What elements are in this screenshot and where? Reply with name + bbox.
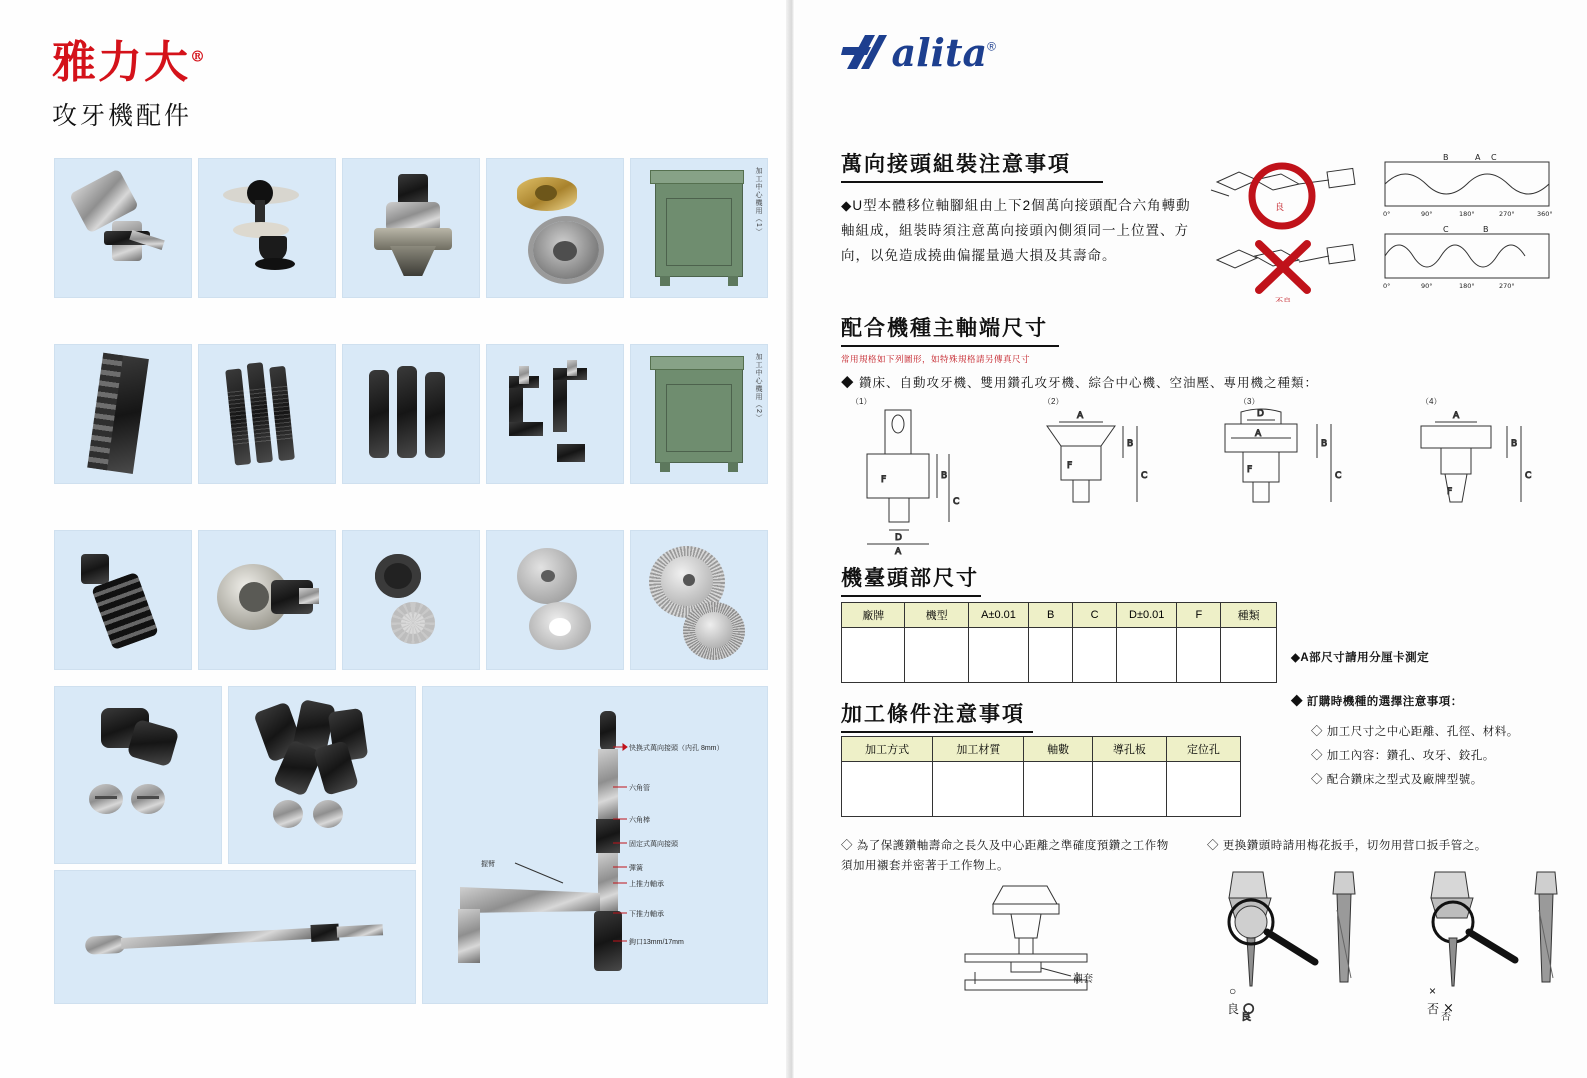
svg-text:360°: 360° (1537, 210, 1553, 218)
photo-cell-gear-rack (54, 344, 192, 484)
td-brand[interactable] (842, 628, 905, 683)
photo-cell-black-shafts (342, 344, 480, 484)
section-machining-conditions (841, 698, 1033, 733)
photo-cell-tapping-arm-assembly (422, 686, 768, 1004)
table-row-2[interactable] (842, 762, 1241, 817)
th-b: B (1029, 603, 1073, 628)
td-material[interactable] (933, 762, 1024, 817)
bad-label: 否 (1427, 1002, 1440, 1016)
td-type[interactable] (1221, 628, 1277, 683)
photo-cell-brass-worm-gear (486, 158, 624, 298)
good-label: 良 (1227, 1002, 1240, 1016)
bottom-note-right: ◇ 更換鑽頭時請用梅花扳手，切勿用营口扳手管之。 (1207, 840, 1487, 852)
photo-cell-spindle-coupling (54, 158, 192, 298)
svg-text:○: ○ (1243, 1001, 1255, 1016)
td-f[interactable] (1177, 628, 1221, 683)
td-guide-plate[interactable] (1092, 762, 1166, 817)
th-d: D±0.01 (1117, 603, 1177, 628)
brand-logo-en (841, 30, 996, 75)
td-locating-hole[interactable] (1166, 762, 1240, 817)
callout-4: 固定式萬向接頭 (629, 841, 678, 848)
td-a[interactable] (968, 628, 1028, 683)
cabinet-image (631, 159, 767, 297)
table-header-row (842, 603, 1277, 628)
callout-7: 下推力軸承 (629, 911, 664, 918)
svg-text:180°: 180° (1459, 282, 1475, 290)
photo-cell-tapping-machine-cabinet-2 (630, 344, 768, 484)
callout-lines (423, 687, 767, 1003)
photo-cell-needle-file-set (198, 344, 336, 484)
brand-logo-text: 雅力大 (52, 37, 190, 88)
svg-text:F: F (1447, 487, 1453, 497)
registered-mark: ® (190, 47, 207, 66)
universal-joint-group-image (229, 687, 415, 863)
spindle-head-image (343, 159, 479, 297)
saw-blade-image (487, 531, 623, 669)
td-axes[interactable] (1024, 762, 1092, 817)
diagram-label-3: （3） (1239, 397, 1260, 406)
td-method[interactable] (842, 762, 933, 817)
section-title-4: 加工條件注意事項 (841, 702, 1025, 726)
th-f: F (1177, 603, 1221, 628)
dimension-diagram-svg (851, 408, 1551, 556)
callout-5: 彈簧 (629, 865, 643, 872)
section-title-3: 機臺頭部尺寸 (841, 566, 979, 590)
photo-cell-tapping-machine-cabinet (630, 158, 768, 298)
callout-9: 握臂 (481, 861, 495, 868)
svg-text:B: B (1443, 153, 1449, 162)
universal-joint-image (55, 687, 221, 863)
svg-text:A: A (895, 547, 902, 556)
cabinet-body (655, 179, 743, 277)
th-c: C (1073, 603, 1117, 628)
svg-text:B: B (941, 471, 948, 481)
diagram-label-1: （1） (851, 397, 872, 406)
photo-cell-clamp-brackets (486, 344, 624, 484)
th-brand: 廠牌 (842, 603, 905, 628)
side-note-a-dimension: ◆A部尺寸請用分厘卡測定 (1291, 652, 1430, 664)
photo-cell-universal-joint-pair (54, 686, 222, 864)
lock-nut-image (343, 531, 479, 669)
machining-conditions-table (841, 736, 1241, 817)
side-note-3: ◇ 配合鑽床之型式及廠牌型號。 (1311, 774, 1483, 786)
needle-file-image (199, 345, 335, 483)
long-shaft-image (55, 871, 415, 1003)
machine-head-table (841, 602, 1277, 683)
page-title: 攻牙機配件 (52, 101, 193, 130)
bushing-diagram (945, 872, 1155, 1012)
svg-text:A: A (1077, 411, 1084, 421)
side-note-2: ◇ 加工內容：鑽孔、攻牙、鉸孔。 (1311, 750, 1495, 762)
th-a: A±0.01 (968, 603, 1028, 628)
td-c[interactable] (1073, 628, 1117, 683)
photo-cell-worm-screw (54, 530, 192, 670)
svg-text:B: B (1127, 439, 1134, 449)
callout-6: 上推力軸承 (629, 881, 664, 888)
photo-cell-spindle-head (342, 158, 480, 298)
svg-text:F: F (1067, 461, 1073, 471)
bottom-note-left: ◇ 為了保護鑽軸壽命之長久及中心距離之準確度預鑽之工作物須加用襯套并密著于工作物上。 (841, 840, 1169, 872)
svg-text:A: A (1453, 411, 1460, 421)
section-body: ◆U型本體移位軸腳組由上下2個萬向接頭配合六角轉動軸組成，組裝時須注意萬向接頭內側須同一上位置、方向，以免造成撓曲偏擺量過大損及其壽命。 (841, 198, 1191, 263)
bad-mark: × (1429, 984, 1437, 998)
svg-text:良: 良 (1275, 203, 1285, 213)
svg-text:C: C (1443, 225, 1449, 234)
callout-3: 六角棒 (629, 817, 650, 824)
section-bullet: ◆ 鑽床、自動攻牙機、雙用鑽孔攻牙機、綜合中心機、空油壓、專用機之種類： (841, 376, 1318, 390)
td-model[interactable] (905, 628, 968, 683)
svg-text:90°: 90° (1421, 282, 1433, 290)
bushing-diagram-svg (945, 872, 1155, 1012)
wrench-usage-diagrams (1207, 862, 1577, 1022)
th-axes: 軸數 (1024, 737, 1092, 762)
callout-2: 六角管 (629, 785, 650, 792)
diagram-label-4: （4） (1421, 397, 1442, 406)
svg-text:D: D (1257, 409, 1264, 419)
photo-cell-rubber-cone-pair (198, 158, 336, 298)
svg-text:A: A (1255, 429, 1262, 439)
logo-registered-mark: ® (987, 39, 996, 54)
cabinet-body-2 (655, 365, 743, 463)
th-model: 機型 (905, 603, 968, 628)
section-red-note: 常用規格如下列圖形，如特殊規格請另傳真尺寸 (841, 354, 1031, 364)
svg-text:F: F (1247, 465, 1253, 475)
side-note-1: ◇ 加工尺寸之中心距離、孔徑、材料。 (1311, 726, 1519, 738)
logo-slash-icon (841, 31, 887, 75)
svg-text:C: C (953, 497, 960, 507)
callout-1: 快换式萬向接頭（内孔 8mm） (629, 745, 724, 752)
svg-text:B: B (1321, 439, 1328, 449)
th-material: 加工材質 (933, 737, 1024, 762)
logo-wordmark: alita (891, 30, 988, 75)
svg-text:D: D (895, 533, 902, 543)
svg-text:F: F (881, 475, 887, 485)
photo-cell-lock-nut-washer (342, 530, 480, 670)
gear-rack-image (55, 345, 191, 483)
th-type: 種類 (1221, 603, 1277, 628)
photo-cell-circular-saw-blades (630, 530, 768, 670)
td-d[interactable] (1117, 628, 1177, 683)
rubber-cone-image (199, 159, 335, 297)
table-row[interactable] (842, 628, 1277, 683)
td-b[interactable] (1029, 628, 1073, 683)
svg-text:90°: 90° (1421, 210, 1433, 218)
svg-text:B: B (1483, 225, 1489, 234)
clamp-bracket-image (487, 345, 623, 483)
section-title-2: 配合機種主軸端尺寸 (841, 316, 1048, 340)
svg-text:B: B (1511, 439, 1518, 449)
table-header-row-2 (842, 737, 1241, 762)
th-method: 加工方式 (842, 737, 933, 762)
section-spindle-end-dimensions (841, 312, 1541, 391)
joint-orientation-diagrams (1207, 152, 1557, 302)
section-universal-joint-notes (841, 148, 1191, 268)
brass-worm-gear-image (487, 159, 623, 297)
svg-text:不良: 不良 (1275, 297, 1291, 302)
spindle-coupling-image (55, 159, 191, 297)
diagram-label-2: （2） (1043, 397, 1064, 406)
photo-cell-long-drive-shaft (54, 870, 416, 1004)
svg-text:良: 良 (1241, 1012, 1251, 1022)
svg-text:否: 否 (1441, 1012, 1451, 1022)
good-mark: ○ (1229, 984, 1237, 998)
svg-text:C: C (1141, 471, 1148, 481)
brand-logo-cn (52, 26, 207, 90)
svg-text:C: C (1335, 471, 1342, 481)
right-page (795, 0, 1587, 1078)
svg-text:270°: 270° (1499, 210, 1515, 218)
svg-text:C: C (1525, 471, 1532, 481)
svg-text:0°: 0° (1383, 210, 1391, 218)
cabinet-image-2 (631, 345, 767, 483)
worm-screw-image (55, 531, 191, 669)
section-machine-head-dimensions (841, 562, 981, 597)
svg-text:A: A (1475, 153, 1481, 162)
photo-cell-universal-joint-group (228, 686, 416, 864)
joint-diagram-svg (1207, 152, 1557, 302)
bushing-label: 襯套 (1073, 974, 1093, 985)
spindle-dimension-diagrams (851, 396, 1551, 556)
pulley-image (199, 531, 335, 669)
svg-text:×: × (1443, 1001, 1454, 1016)
photo-cell-saw-blade-pair (486, 530, 624, 670)
wrench-usage-svg (1207, 862, 1577, 1022)
svg-text:0°: 0° (1383, 282, 1391, 290)
cell-label: 加工中心機用（1） (755, 167, 762, 236)
th-guide-plate: 導孔板 (1092, 737, 1166, 762)
section-title: 萬向接頭組裝注意事項 (841, 152, 1071, 176)
circular-saw-image (631, 531, 767, 669)
th-locating-hole: 定位孔 (1166, 737, 1240, 762)
svg-text:180°: 180° (1459, 210, 1475, 218)
cell-label-2: 加工中心機用（2） (755, 353, 762, 422)
photo-cell-pulley-assembly (198, 530, 336, 670)
svg-text:270°: 270° (1499, 282, 1515, 290)
side-note-order-title: ◆ 訂購時機種的選擇注意事項： (1291, 696, 1463, 708)
callout-8: 鉤口13mm/17mm (629, 939, 684, 946)
black-shaft-image (343, 345, 479, 483)
svg-text:C: C (1491, 153, 1497, 162)
